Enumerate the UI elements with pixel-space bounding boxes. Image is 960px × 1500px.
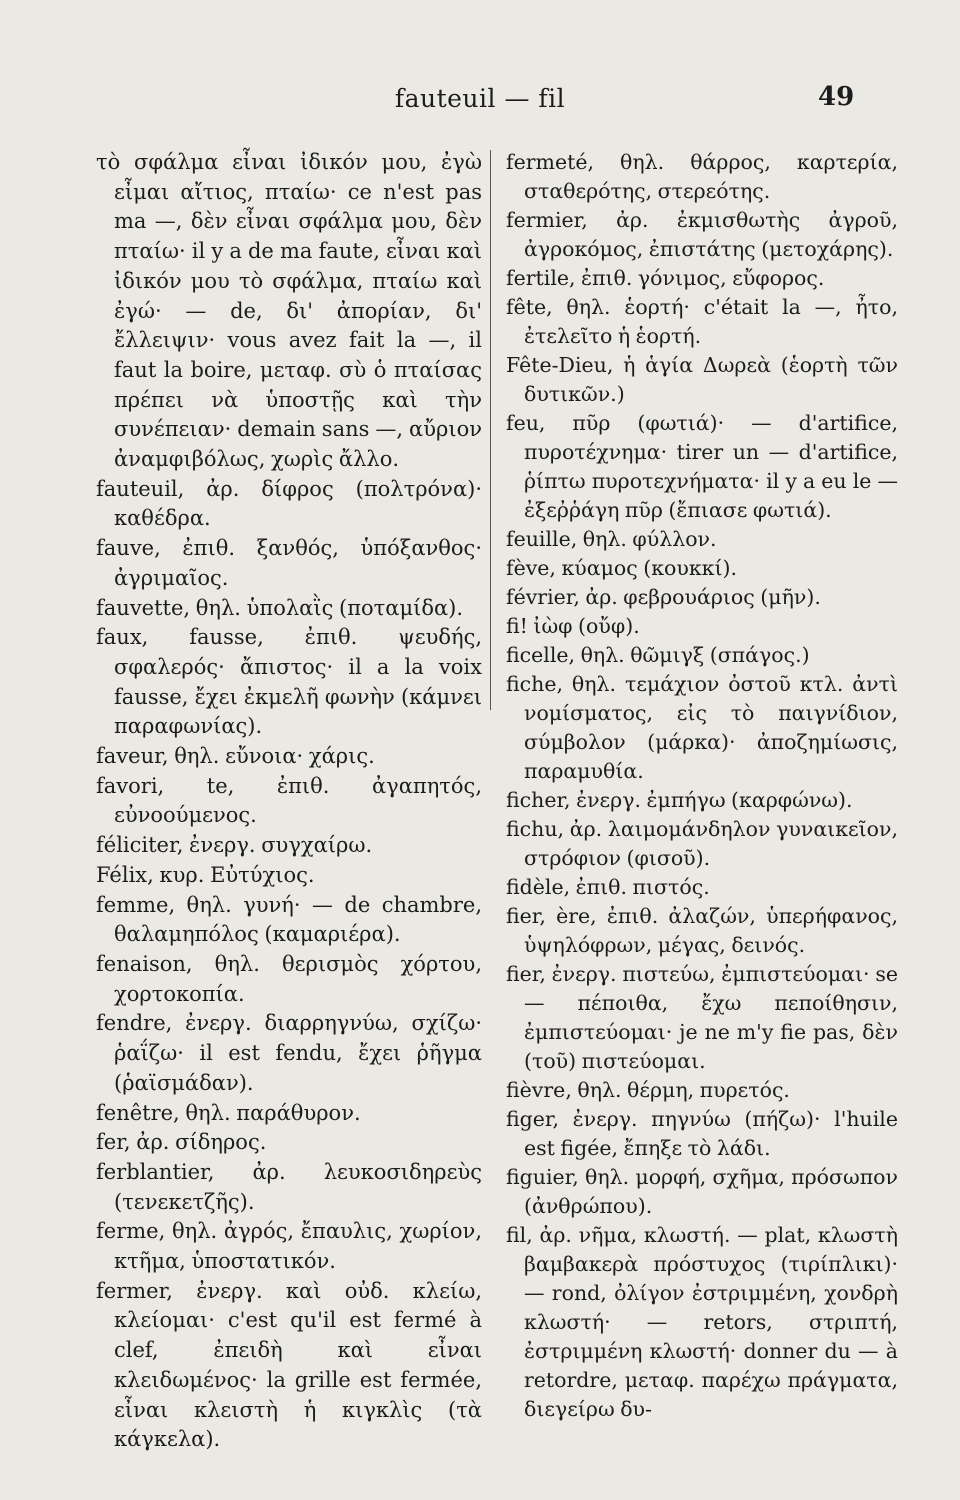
dictionary-entry: fier, ère, ἐπιθ. ἀλαζών, ὑπερήφανος, ὑψηλόφρων, μέγας, δεινός. [506, 904, 898, 957]
dictionary-entry: fermier, ἀρ. ἐκμισθωτὴς ἀγροῦ, ἀγροκόμος, ἐπιστάτης (μετοχάρης). [506, 208, 898, 261]
dictionary-entry: fermeté, θηλ. θάρρος, καρτερία, σταθερότης, στερεότης. [506, 150, 898, 203]
dictionary-entry: fauve, ἐπιθ. ξανθός, ὑπόξανθος· ἀγριμαῖος. [96, 536, 482, 590]
dictionary-entry: fer, ἀρ. σίδηρος. [96, 1130, 267, 1155]
dictionary-entry: fève, κύαμος (κουκκί). [506, 556, 738, 580]
dictionary-entry: fil, ἀρ. νῆμα, κλωστή. — plat, κλωστὴ βαμβακερὰ πρόστυχος (τιρίπλικι)· — rond, ὀλίγον ἐστριμμένη, χονδρὴ κλωστή· — retors, στριπτή, ἐστριμμένη κλωστή· donner du — à retordre, μεταφ. παρέχω πράγματα, διεγείρω δυ- [506, 1223, 898, 1421]
dictionary-entry: fendre, ἐνεργ. διαρρηγνύω, σχίζω· ῥαΐζω· il est fendu, ἔχει ῥῆγμα (ῥαϊσμάδαν). [96, 1011, 482, 1095]
dictionary-entry: faux, fausse, ἐπιθ. ψευδής, σφαλερός· ἄπιστος· il a la voix fausse, ἔχει ἐκμελῆ φωνὴν (κάμνει παραφωνίας). [96, 625, 482, 739]
dictionary-entry: fauteuil, ἀρ. δίφρος (πολτρόνα)· καθέδρα. [96, 476, 482, 531]
dictionary-entry: fi! ἰὼφ (οὔφ). [506, 614, 640, 638]
dictionary-entry: Fête-Dieu, ἡ ἁγία Δωρεὰ (ἑορτὴ τῶν δυτικῶν.) [506, 353, 898, 406]
dictionary-entry: fidèle, ἐπιθ. πιστός. [506, 875, 710, 899]
dictionary-entry: fenêtre, θηλ. παράθυρον. [96, 1100, 361, 1125]
dictionary-entry: Félix, κυρ. Εὐτύχιος. [96, 862, 315, 887]
dictionary-entry: fièvre, θηλ. θέρμη, πυρετός. [506, 1078, 790, 1102]
dictionary-entry: feu, πῦρ (φωτιά)· — d'artifice, πυροτέχνημα· tirer un — d'artifice, ῥίπτω πυροτεχνήματα· il y a eu le — ἐξεῤῥάγη πῦρ (ἔπιασε φωτιά). [506, 411, 898, 522]
left-column [96, 148, 482, 1455]
dictionary-entry: ferblantier, ἀρ. λευκοσιδηρεὺς (τενεκετζῆς). [96, 1159, 482, 1214]
running-head: fauteuil — fil [394, 84, 566, 113]
dictionary-entry: féliciter, ἐνεργ. συγχαίρω. [96, 833, 373, 858]
dictionary-entry: faveur, θηλ. εὔνοια· χάρις. [96, 744, 375, 769]
dictionary-entry: ferme, θηλ. ἀγρός, ἔπαυλις, χωρίον, κτῆμα, ὑποστατικόν. [96, 1219, 482, 1274]
dictionary-entry: τὸ σφάλμα εἶναι ἰδικόν μου, ἐγὼ εἶμαι αἴτιος, πταίω· ce n'est pas ma —, δὲν εἶναι σφάλμα μου, δὲν πταίω· il y a de ma faute, εἶναι καὶ ἰδικόν μου τὸ σφάλμα, πταίω καὶ ἐγώ· — de, δι' ἀπορίαν, δι' ἔλλειψιν· vous avez fait la —, il faut la boire, μεταφ. σὺ ὁ πταίσας πρέπει νὰ ὑποστῇς καὶ τὴν συνέπειαν· demain sans —, αὔριον ἀναμφιβόλως, χωρὶς ἄλλο. [96, 150, 482, 472]
dictionary-entry: fertile, ἐπιθ. γόνιμος, εὔφορος. [506, 266, 825, 290]
right-column [506, 148, 898, 1424]
dictionary-entry: fête, θηλ. ἑορτή· c'était la —, ἦτο, ἐτελεῖτο ἡ ἑορτή. [506, 295, 898, 348]
column-divider [490, 150, 491, 710]
dictionary-entry: ficher, ἐνεργ. ἐμπήγω (καρφώνω). [506, 788, 853, 812]
dictionary-entry: fier, ἐνεργ. πιστεύω, ἐμπιστεύομαι· se — πέποιθα, ἔχω πεποίθησιν, ἐμπιστεύομαι· je ne m'y fie pas, δὲν (τοῦ) πιστεύομαι. [506, 962, 898, 1073]
dictionary-entry: femme, θηλ. γυνή· — de chambre, θαλαμηπόλος (καμαριέρα). [96, 892, 482, 947]
dictionary-entry: février, ἀρ. φεβρουάριος (μῆν). [506, 585, 821, 609]
dictionary-entry: feuille, θηλ. φύλλον. [506, 527, 717, 551]
page-number: 49 [818, 82, 855, 112]
dictionary-entry: fauvette, θηλ. ὑπολαῒς (ποταμίδα). [96, 595, 464, 620]
dictionary-entry: figer, ἐνεργ. πηγνύω (πήζω)· l'huile est figée, ἔπηξε τὸ λάδι. [506, 1107, 898, 1160]
dictionary-entry: fermer, ἐνεργ. καὶ οὐδ. κλείω, κλείομαι· c'est qu'il est fermé à clef, ἐπειδὴ καὶ εἶναι κλειδωμένος· la grille est fermée, εἶναι κλειστὴ ἡ κιγκλὶς (τὰ κάγκελα). [96, 1278, 482, 1452]
dictionary-entry: favori, te, ἐπιθ. ἀγαπητός, εὐνοούμενος. [96, 773, 482, 828]
dictionary-entry: fiche, θηλ. τεμάχιον ὀστοῦ κτλ. ἀντὶ νομίσματος, εἰς τὸ παιγνίδιον, σύμβολον (μάρκα)· ἀποζημίωσις, παραμυθία. [506, 672, 898, 783]
dictionary-entry: ficelle, θηλ. θῶμιγξ (σπάγος.) [506, 643, 810, 667]
dictionary-entry: figuier, θηλ. μορφή, σχῆμα, πρόσωπον (ἀνθρώπου). [506, 1165, 898, 1218]
dictionary-entry: fenaison, θηλ. θερισμὸς χόρτου, χορτοκοπία. [96, 951, 482, 1006]
dictionary-entry: fichu, ἀρ. λαιμομάνδηλον γυναικεῖον, στρόφιον (φισοῦ). [506, 817, 898, 870]
